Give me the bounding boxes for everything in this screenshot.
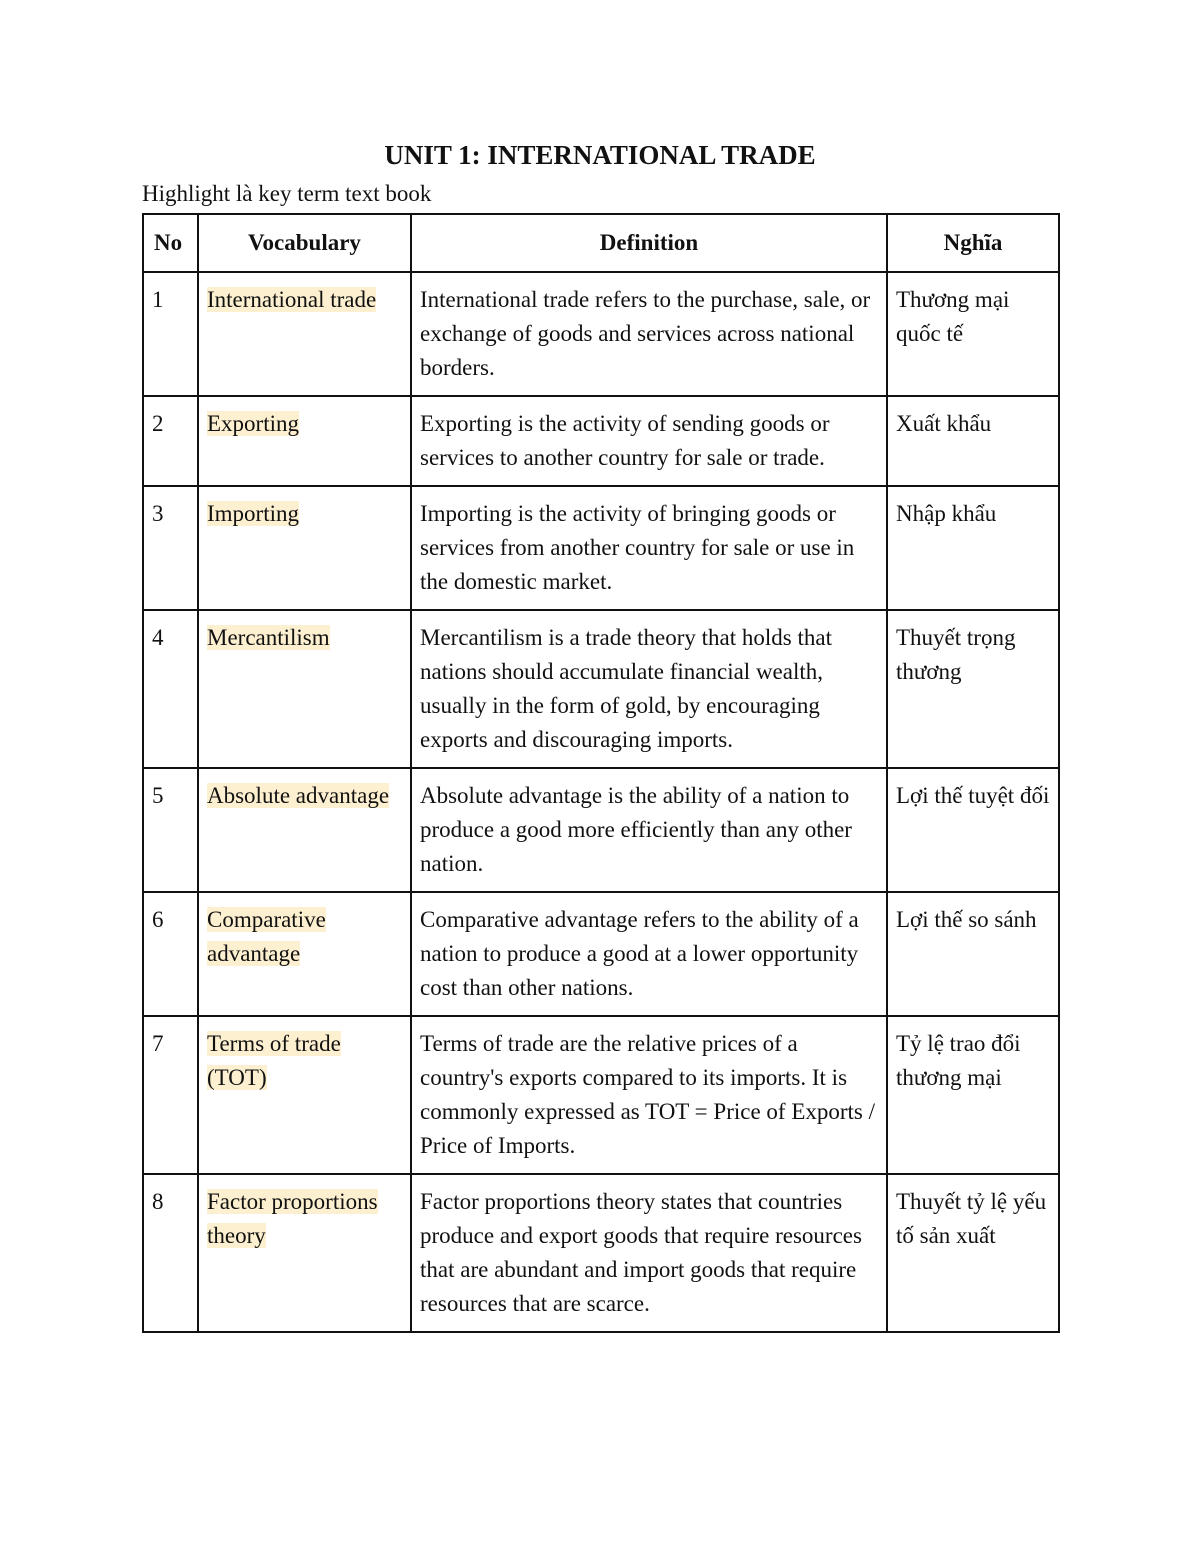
highlighted-term: Factor proportions theory: [207, 1189, 378, 1248]
definition-cell: Mercantilism is a trade theory that holds that nations should accumulate financial wealth, usually in the form of gold, by encouraging exports and discouraging imports.: [411, 610, 887, 768]
vocabulary-cell: [198, 1174, 411, 1332]
meaning-cell: Nhập khẩu: [887, 486, 1059, 610]
row-number: 7: [143, 1016, 198, 1174]
table-row: [143, 396, 1059, 486]
vocabulary-cell: [198, 610, 411, 768]
meaning-cell: Thương mại quốc tế: [887, 272, 1059, 396]
table-row: [143, 272, 1059, 396]
row-number: 6: [143, 892, 198, 1016]
vocabulary-cell: [198, 272, 411, 396]
table-row: [143, 1016, 1059, 1174]
table-row: [143, 768, 1059, 892]
highlighted-term: Terms of trade (TOT): [207, 1031, 341, 1090]
definition-cell: International trade refers to the purchase, sale, or exchange of goods and services across national borders.: [411, 272, 887, 396]
meaning-cell: Lợi thế tuyệt đối: [887, 768, 1059, 892]
highlighted-term: Mercantilism: [207, 625, 330, 650]
table-row: [143, 1174, 1059, 1332]
header-definition: Definition: [411, 214, 887, 272]
definition-cell: Factor proportions theory states that countries produce and export goods that require resources that are abundant and import goods that require resources that are scarce.: [411, 1174, 887, 1332]
table-row: [143, 486, 1059, 610]
definition-cell: Absolute advantage is the ability of a nation to produce a good more efficiently than any other nation.: [411, 768, 887, 892]
table-header: [143, 214, 1059, 272]
row-number: 3: [143, 486, 198, 610]
row-number: 4: [143, 610, 198, 768]
meaning-cell: Xuất khẩu: [887, 396, 1059, 486]
highlighted-term: International trade: [207, 287, 377, 312]
vocabulary-cell: [198, 768, 411, 892]
highlighted-term: Absolute advantage: [207, 783, 390, 808]
definition-cell: Exporting is the activity of sending goods or services to another country for sale or trade.: [411, 396, 887, 486]
header-no: No: [143, 214, 198, 272]
definition-cell: Importing is the activity of bringing goods or services from another country for sale or use in the domestic market.: [411, 486, 887, 610]
highlighted-term: Importing: [207, 501, 299, 526]
meaning-cell: Thuyết tỷ lệ yếu tố sản xuất: [887, 1174, 1059, 1332]
row-number: 2: [143, 396, 198, 486]
header-vocabulary: Vocabulary: [198, 214, 411, 272]
vocabulary-cell: [198, 486, 411, 610]
header-nghia: Nghĩa: [887, 214, 1059, 272]
definition-cell: Comparative advantage refers to the ability of a nation to produce a good at a lower opportunity cost than other nations.: [411, 892, 887, 1016]
page-subtitle: Highlight là key term text book: [142, 181, 432, 206]
row-number: 8: [143, 1174, 198, 1332]
vocabulary-cell: [198, 396, 411, 486]
vocabulary-table: [142, 213, 1060, 1333]
row-number: 1: [143, 272, 198, 396]
meaning-cell: Tỷ lệ trao đổi thương mại: [887, 1016, 1059, 1174]
table-row: [143, 892, 1059, 1016]
table-body: [143, 272, 1059, 1332]
vocabulary-cell: [198, 892, 411, 1016]
vocabulary-cell: [198, 1016, 411, 1174]
page-title: UNIT 1: INTERNATIONAL TRADE: [384, 140, 816, 170]
meaning-cell: Thuyết trọng thương: [887, 610, 1059, 768]
definition-cell: Terms of trade are the relative prices of a country's exports compared to its imports. It is commonly expressed as TOT = Price of Exports / Price of Imports.: [411, 1016, 887, 1174]
meaning-cell: Lợi thế so sánh: [887, 892, 1059, 1016]
header-row: [143, 214, 1059, 272]
row-number: 5: [143, 768, 198, 892]
table-row: [143, 610, 1059, 768]
highlighted-term: Exporting: [207, 411, 299, 436]
highlighted-term: Comparative advantage: [207, 907, 326, 966]
